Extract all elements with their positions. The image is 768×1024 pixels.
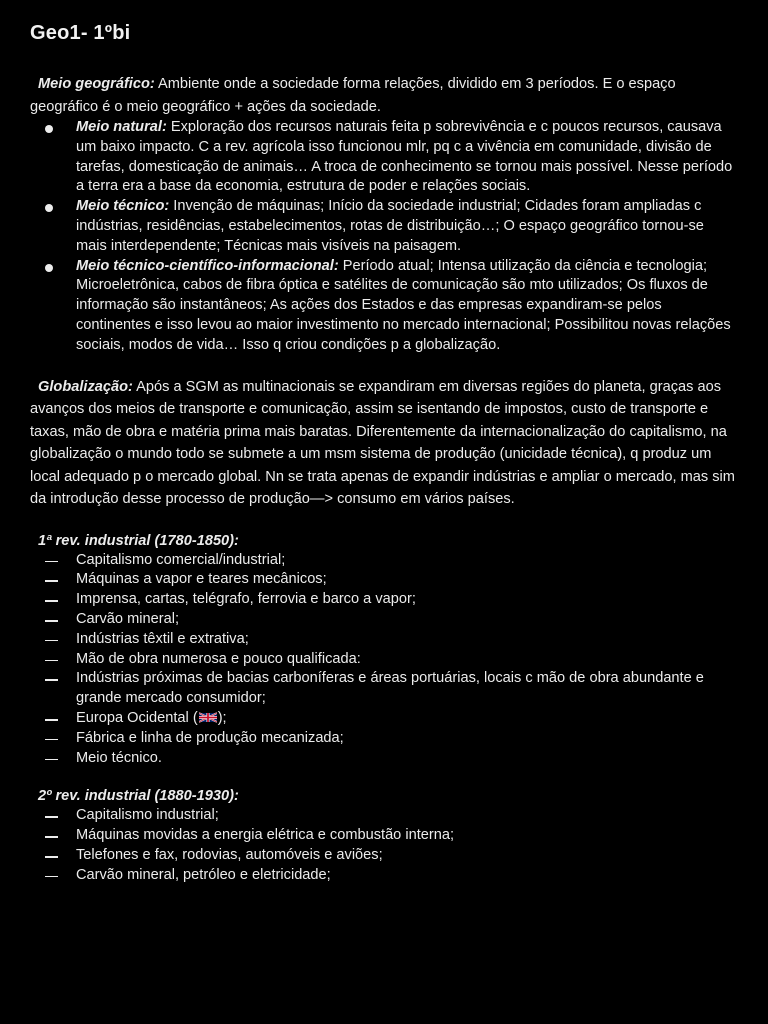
dash-icon — [45, 856, 58, 858]
periodo-term: Meio técnico-científico-informacional: — [76, 257, 339, 274]
list-item — [30, 826, 738, 846]
dash-icon — [45, 660, 58, 662]
list-item-text: Indústrias têxtil e extrativa; — [76, 630, 249, 647]
list-item — [30, 709, 738, 729]
dash-icon — [45, 620, 58, 622]
list-item — [30, 257, 738, 356]
dash-icon — [45, 561, 58, 563]
rev1-heading: 1ª rev. industrial (1780-1850): — [38, 532, 239, 549]
list-item — [30, 610, 738, 630]
rev2-list — [30, 806, 738, 885]
globalizacao-text: Após a SGM as multinacionais se expandiram em diversas regiões do planeta, graças aos avanços dos meios de transporte e comunicação, assim se isentando de impostos, custo de transporte e taxas, mão de obra e matéria prima mais baratas. Diferentemente da internacionalização do capitalismo, na globalização o mundo todo se submete a um msm sistema de produção (unicidade técnica), q produz um local adequado p o mercado global. Nn se trata apenas de expandir indústrias e ampliar o mercado, mas sim da introdução desse processo de produção—> consumo em vários países. — [30, 378, 735, 508]
list-item-text: Capitalismo industrial; — [76, 807, 219, 824]
bullet-icon — [45, 204, 53, 212]
periodo-term: Meio técnico: — [76, 198, 170, 215]
uk-flag-icon — [199, 712, 217, 723]
rev1-list — [30, 551, 738, 769]
list-item — [30, 630, 738, 650]
list-item-text: Telefones e fax, rodovias, automóveis e aviões; — [76, 846, 383, 863]
list-item — [30, 551, 738, 571]
list-item — [30, 197, 738, 256]
list-item — [30, 806, 738, 826]
list-item-text: Meio técnico. — [76, 749, 162, 766]
meio-geografico-text: Ambiente onde a sociedade forma relações, dividido em 3 períodos. E o espaço geográfico é o meio geográfico + ações da sociedade. — [30, 76, 676, 115]
dash-icon — [45, 600, 58, 602]
list-item — [30, 749, 738, 769]
dash-icon — [45, 816, 58, 818]
globalizacao-paragraph — [30, 376, 738, 511]
meio-geografico-term: Meio geográfico: — [38, 76, 155, 92]
list-item-text: Mão de obra numerosa e pouco qualificada: — [76, 650, 361, 667]
list-item — [30, 590, 738, 610]
dash-icon — [45, 640, 58, 642]
list-item-text: ); — [217, 709, 227, 726]
periodo-text: Período atual; Intensa utilização da ciência e tecnologia; Microeletrônica, cabos de fibra óptica e satélites de comunicação são mto utilizados; Os fluxos de informação são instantâneos; As ações dos Estados e das empresas expandiram-se pelos continentes e isso levou ao maior investimento no mercado internacional; Possibilitou novas relações sociais, modos de vida… Isso q criou condições p a globalização. — [76, 257, 731, 353]
list-item — [30, 846, 738, 866]
dash-icon — [45, 719, 58, 721]
list-item-text: Carvão mineral; — [76, 610, 180, 627]
dash-icon — [45, 836, 58, 838]
list-item-text: Imprensa, cartas, telégrafo, ferrovia e barco a vapor; — [76, 591, 416, 608]
list-item-text: Fábrica e linha de produção mecanizada; — [76, 729, 344, 746]
dash-icon — [45, 679, 58, 681]
list-item — [30, 650, 738, 670]
list-item — [30, 669, 738, 709]
periodo-text: Exploração dos recursos naturais feita p sobrevivência e c poucos recursos, causava um baixo impacto. C a rev. agrícola isso funcionou mlr, pq c a vivência em comunidade, divisão de tarefas, domesticação de animais… A troca de conhecimento se tornou mais possível. Nesse período a terra era a base da economia, estrutura de poder e relações sociais. — [76, 119, 733, 195]
periodo-term: Meio natural: — [76, 119, 167, 135]
bullet-icon — [45, 125, 53, 133]
periodos-list — [30, 118, 738, 356]
list-item — [30, 866, 738, 886]
list-item — [30, 118, 738, 197]
periodo-text: Invenção de máquinas; Início da sociedade industrial; Cidades foram ampliadas c indústrias, residências, estabelecimentos, rotas de distribuição…; O espaço geográfico tornou-se mais interdependente; Técnicas mais visíveis na paisagem. — [76, 198, 704, 254]
list-item-text: Máquinas movidas a energia elétrica e combustão interna; — [76, 827, 455, 844]
rev2-heading: 2º rev. industrial (1880-1930): — [38, 788, 239, 805]
list-item-text: Máquinas a vapor e teares mecânicos; — [76, 571, 327, 588]
note-title: Geo1- 1ºbi — [30, 22, 131, 44]
dash-icon — [45, 739, 58, 741]
list-item-text: Capitalismo comercial/industrial; — [76, 551, 286, 568]
meio-geografico-paragraph — [30, 73, 738, 118]
list-item-text: Indústrias próximas de bacias carboníferas e áreas portuárias, locais c mão de obra abundante e grande mercado consumidor; — [76, 670, 704, 707]
dash-icon — [45, 759, 58, 761]
list-item — [30, 570, 738, 590]
dash-icon — [45, 580, 58, 582]
list-item-text: Carvão mineral, petróleo e eletricidade; — [76, 866, 331, 883]
dash-icon — [45, 876, 58, 878]
bullet-icon — [45, 264, 53, 272]
list-item — [30, 729, 738, 749]
list-item-text: Europa Ocidental ( — [76, 709, 198, 726]
globalizacao-term: Globalização: — [38, 378, 133, 395]
